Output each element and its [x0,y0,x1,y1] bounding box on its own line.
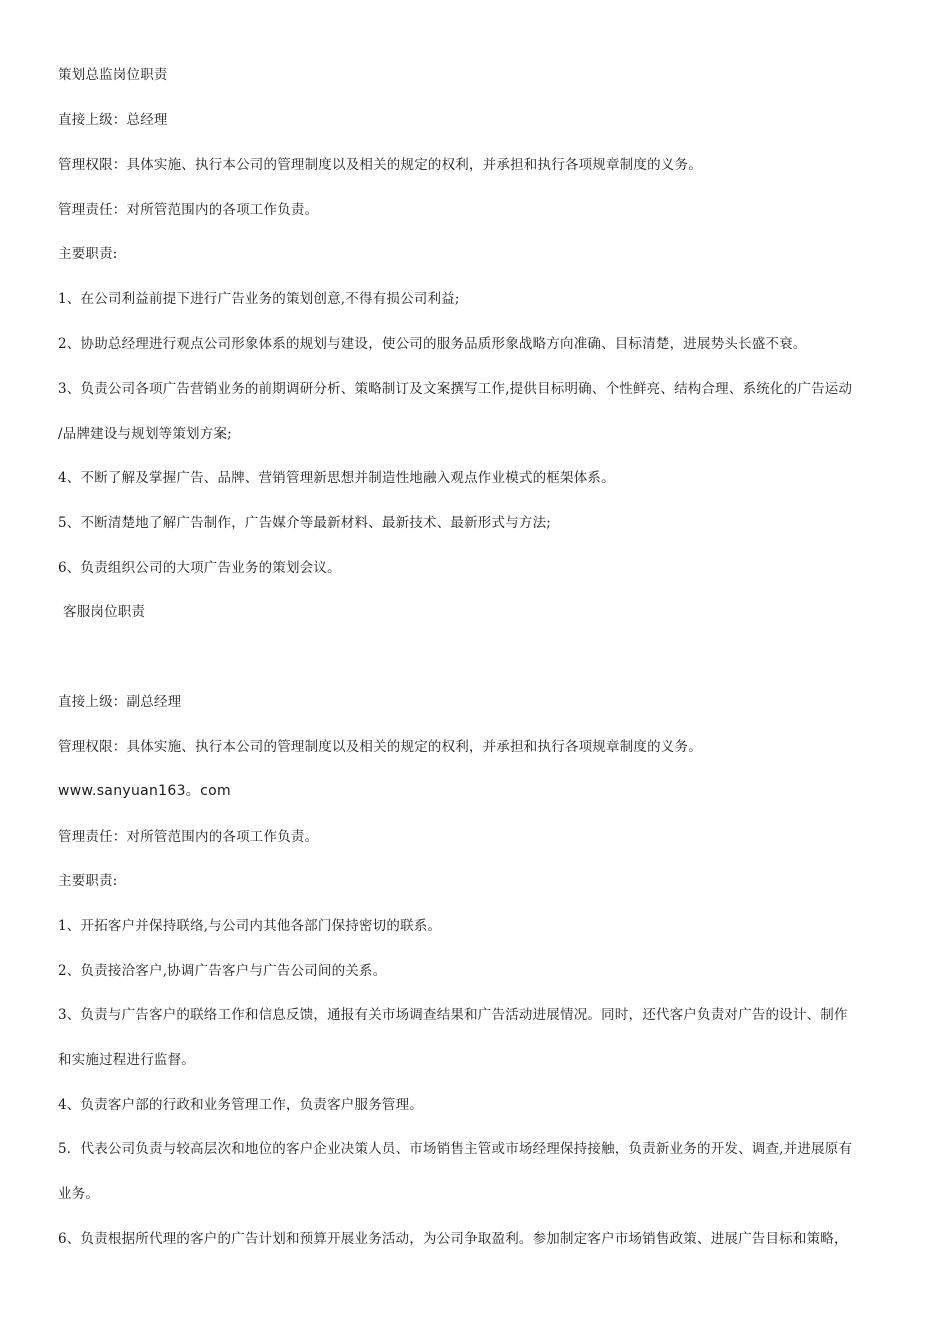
duties-heading: 主要职责: [58,246,118,262]
direct-superior: 直接上级：总经理 [58,112,168,128]
duty-item: 1、在公司利益前提下进行广告业务的策划创意,不得有损公司利益; [58,291,460,307]
duty-item-continuation: /品牌建设与规划等策划方案; [58,426,232,442]
duty-item: 4、负责客户部的行政和业务管理工作，负责客户服务管理。 [58,1097,423,1113]
duty-item: 6、负责根据所代理的客户的广告计划和预算开展业务活动，为公司争取盈利。参加制定客户市场销售政策、进展广告目标和策略， [58,1231,848,1247]
duty-item: 6、负责组织公司的大项广告业务的策划会议。 [58,560,341,576]
duty-item-continuation: 和实施过程进行监督。 [58,1052,195,1068]
management-responsibility: 管理责任：对所管范围内的各项工作负责。 [58,202,319,218]
duty-item: 3、负责与广告客户的联络工作和信息反馈，通报有关市场调查结果和广告活动进展情况。同时，还代客户负责对广告的设计、制作 [58,1007,848,1023]
duties-heading: 主要职责: [58,873,118,889]
management-authority: 管理权限：具体实施、执行本公司的管理制度以及相关的规定的权利，并承担和执行各项规章制度的义务。 [58,157,702,173]
management-authority: 管理权限：具体实施、执行本公司的管理制度以及相关的规定的权利，并承担和执行各项规章制度的义务。 [58,739,702,755]
direct-superior: 直接上级：副总经理 [58,694,182,710]
duty-item-continuation: 业务。 [58,1186,100,1202]
section-title-customer-service: 客服岗位职责 [63,604,146,620]
duty-item: 2、负责接洽客户,协调广告客户与广告公司间的关系。 [58,963,387,979]
duty-item: 2、协助总经理进行观点公司形象体系的规划与建设，使公司的服务品质形象战略方向准确、目标清楚，进展势头长盛不衰。 [58,336,807,352]
duty-item: 4、不断了解及掌握广告、品牌、营销管理新思想并制造性地融入观点作业模式的框架体系。 [58,470,615,486]
website-text: www.sanyuan163。com [58,783,231,799]
section-title-planning-director: 策划总监岗位职责 [58,67,168,83]
duty-item: 5．代表公司负责与较高层次和地位的客户企业决策人员、市场销售主管或市场经理保持接触，负责新业务的开发、调查,并进展原有 [58,1141,853,1157]
duty-item: 5、不断清楚地了解广告制作，广告媒介等最新材料、最新技术、最新形式与方法; [58,515,552,531]
management-responsibility: 管理责任：对所管范围内的各项工作负责。 [58,829,319,845]
duty-item: 1、开拓客户并保持联络,与公司内其他各部门保持密切的联系。 [58,918,442,934]
duty-item: 3、负责公司各项广告营销业务的前期调研分析、策略制订及文案撰写工作,提供目标明确、个性鲜亮、结构合理、系统化的广告运动 [58,381,853,397]
